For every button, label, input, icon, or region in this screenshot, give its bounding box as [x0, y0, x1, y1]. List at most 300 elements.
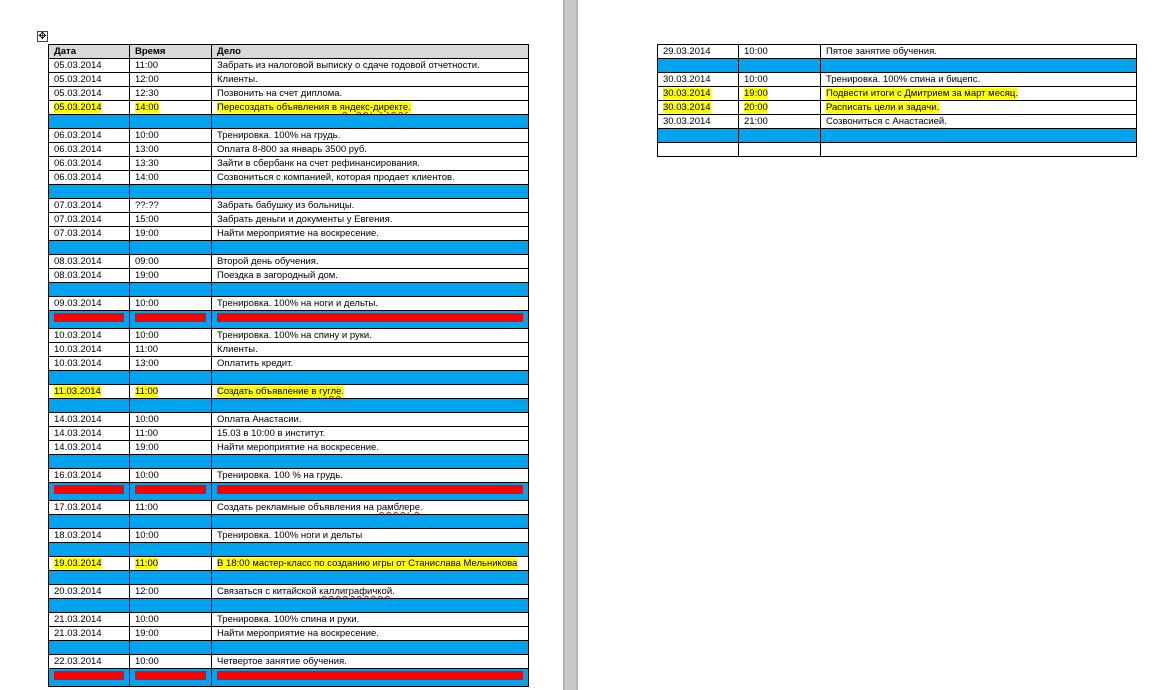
- time-text: 11:00: [135, 502, 159, 513]
- date-cell[interactable]: [49, 199, 130, 213]
- time-text: 10:00: [135, 330, 159, 341]
- task-text: Тренировка. 100% на грудь.: [217, 130, 341, 141]
- time-text: 10:00: [135, 470, 159, 481]
- time-cell[interactable]: [130, 585, 212, 599]
- time-text: 10:00: [744, 46, 768, 57]
- separator-cell[interactable]: [130, 455, 212, 469]
- red-bar: [135, 485, 206, 494]
- task-text: Пересоздать объявления в: [217, 102, 340, 113]
- task-text: Создать объявление в: [217, 386, 320, 397]
- header-time: Время: [130, 45, 212, 59]
- task-cell[interactable]: [212, 297, 529, 311]
- separator-cell[interactable]: [212, 515, 529, 529]
- time-cell[interactable]: [130, 529, 212, 543]
- separator-cell[interactable]: [130, 399, 212, 413]
- time-cell[interactable]: [739, 87, 821, 101]
- time-text: 13:00: [135, 144, 159, 155]
- date-cell[interactable]: [49, 357, 130, 371]
- task-cell[interactable]: [821, 101, 1137, 115]
- red-bar: [54, 671, 124, 680]
- red-marker-cell[interactable]: [212, 483, 529, 501]
- red-marker-row: [49, 311, 529, 329]
- time-cell[interactable]: [130, 501, 212, 515]
- schedule-table-left: [48, 44, 529, 687]
- time-cell[interactable]: [130, 59, 212, 73]
- time-cell[interactable]: [130, 101, 212, 115]
- table-row: [49, 427, 529, 441]
- time-cell[interactable]: [130, 343, 212, 357]
- task-text: Позвонить на счет диплома.: [217, 88, 343, 99]
- task-text: Зайти в сбербанк на счет рефинансирования.: [217, 158, 420, 169]
- task-text: Четвертое занятие обучения.: [217, 656, 347, 667]
- task-cell[interactable]: [212, 227, 529, 241]
- task-text: Тренировка. 100% на спину и руки.: [217, 330, 372, 341]
- date-cell[interactable]: [658, 87, 739, 101]
- time-text: 12:00: [135, 586, 159, 597]
- time-cell[interactable]: [130, 255, 212, 269]
- date-cell[interactable]: [49, 385, 130, 399]
- task-text: Созвониться с Анастасией.: [826, 116, 947, 127]
- table-row: [49, 269, 529, 283]
- time-text: 20:00: [744, 102, 768, 113]
- separator-cell[interactable]: [130, 241, 212, 255]
- red-marker-cell[interactable]: [130, 669, 212, 687]
- date-text: 06.03.2014: [54, 172, 102, 183]
- task-cell[interactable]: [212, 129, 529, 143]
- separator-cell[interactable]: [49, 185, 130, 199]
- task-text: Пятое занятие обучения.: [826, 46, 937, 57]
- separator-row: [49, 283, 529, 297]
- date-text: 10.03.2014: [54, 358, 102, 369]
- date-text: 11.03.2014: [54, 386, 101, 397]
- date-text: 08.03.2014: [54, 270, 102, 281]
- task-cell[interactable]: [212, 255, 529, 269]
- task-text: Создать рекламные объявления на: [217, 502, 377, 513]
- table-row: [49, 101, 529, 115]
- task-text: Тренировка. 100% ноги и дельты: [217, 530, 363, 541]
- separator-row: [49, 241, 529, 255]
- time-text: 19:00: [135, 442, 159, 453]
- separator-cell[interactable]: [49, 283, 130, 297]
- date-text: 05.03.2014: [54, 74, 102, 85]
- date-cell[interactable]: [49, 427, 130, 441]
- date-cell[interactable]: [658, 115, 739, 129]
- time-text: 12:30: [135, 88, 159, 99]
- task-text: 15.03 в 10:00 в институт.: [217, 428, 326, 439]
- time-cell[interactable]: [130, 213, 212, 227]
- date-cell[interactable]: [658, 45, 739, 59]
- red-marker-cell[interactable]: [49, 483, 130, 501]
- date-text: 07.03.2014: [54, 214, 102, 225]
- task-cell[interactable]: [821, 73, 1137, 87]
- date-cell[interactable]: [49, 157, 130, 171]
- table-row: [658, 101, 1137, 115]
- task-cell[interactable]: [212, 101, 529, 115]
- table-row: [49, 73, 529, 87]
- date-text: 14.03.2014: [54, 414, 102, 425]
- red-marker-cell[interactable]: [130, 311, 212, 329]
- date-cell[interactable]: [49, 655, 130, 669]
- date-text: 09.03.2014: [54, 298, 102, 309]
- task-cell[interactable]: [212, 87, 529, 101]
- task-text: Клиенты.: [217, 74, 258, 85]
- time-cell[interactable]: [130, 143, 212, 157]
- time-text: 13:30: [135, 158, 159, 169]
- separator-row: [658, 59, 1137, 73]
- time-cell[interactable]: [130, 329, 212, 343]
- task-cell[interactable]: [212, 171, 529, 185]
- date-cell[interactable]: [49, 441, 130, 455]
- table-move-handle-icon[interactable]: ✥: [38, 31, 47, 42]
- time-text: 13:00: [135, 358, 159, 369]
- time-cell[interactable]: [130, 199, 212, 213]
- separator-cell[interactable]: [49, 515, 130, 529]
- table-row: [49, 469, 529, 483]
- time-text: 10:00: [135, 614, 159, 625]
- date-text: 05.03.2014: [54, 102, 102, 113]
- task-text-tail: .: [408, 102, 411, 113]
- time-text: ??:??: [135, 200, 159, 211]
- table-row: [49, 329, 529, 343]
- time-text: 14:00: [135, 102, 159, 113]
- document-page-right: [578, 0, 1163, 690]
- time-text: 10:00: [135, 298, 159, 309]
- date-text: 30.03.2014: [663, 102, 711, 113]
- red-marker-row: [49, 669, 529, 687]
- date-cell[interactable]: [49, 627, 130, 641]
- red-bar: [217, 313, 523, 322]
- time-cell[interactable]: [130, 385, 212, 399]
- time-text: 11:00: [135, 60, 159, 71]
- separator-cell[interactable]: [212, 641, 529, 655]
- time-cell[interactable]: [739, 45, 821, 59]
- date-text: 07.03.2014: [54, 200, 102, 211]
- separator-cell[interactable]: [130, 283, 212, 297]
- task-cell[interactable]: [212, 613, 529, 627]
- task-text-tail: .: [392, 586, 395, 597]
- separator-cell[interactable]: [49, 599, 130, 613]
- time-text: 12:00: [135, 74, 159, 85]
- table-row: [658, 45, 1137, 59]
- time-text: 10:00: [744, 74, 768, 85]
- separator-cell[interactable]: [130, 543, 212, 557]
- separator-cell[interactable]: [130, 115, 212, 129]
- date-text: 20.03.2014: [54, 586, 102, 597]
- task-text: Оплатить кредит.: [217, 358, 294, 369]
- time-cell[interactable]: [739, 143, 821, 157]
- table-row: [49, 59, 529, 73]
- date-cell[interactable]: [658, 73, 739, 87]
- task-text: Созвониться с компанией, которая продает клиентов.: [217, 172, 455, 183]
- task-cell[interactable]: [212, 59, 529, 73]
- separator-cell[interactable]: [212, 399, 529, 413]
- table-row: [49, 157, 529, 171]
- date-cell[interactable]: [49, 585, 130, 599]
- table-row: [49, 627, 529, 641]
- red-bar: [217, 671, 523, 680]
- table-row: [49, 199, 529, 213]
- date-text: 30.03.2014: [663, 74, 711, 85]
- separator-cell[interactable]: [212, 283, 529, 297]
- time-cell[interactable]: [130, 357, 212, 371]
- date-cell[interactable]: [658, 101, 739, 115]
- time-text: 15:00: [135, 214, 159, 225]
- task-cell[interactable]: [212, 427, 529, 441]
- task-text: Тренировка. 100% спина и бицепс.: [826, 74, 981, 85]
- separator-cell[interactable]: [130, 571, 212, 585]
- task-cell[interactable]: [212, 357, 529, 371]
- task-cell[interactable]: [821, 115, 1137, 129]
- separator-cell[interactable]: [130, 185, 212, 199]
- time-text: 19:00: [744, 88, 768, 99]
- task-text: Забрать из налоговой выписку о сдаче годовой отчетности.: [217, 60, 480, 71]
- date-cell[interactable]: [49, 143, 130, 157]
- date-text: 06.03.2014: [54, 144, 102, 155]
- separator-cell[interactable]: [212, 371, 529, 385]
- date-cell[interactable]: [49, 343, 130, 357]
- separator-cell[interactable]: [658, 59, 739, 73]
- separator-cell[interactable]: [658, 129, 739, 143]
- time-text: 19:00: [135, 270, 159, 281]
- time-cell[interactable]: [130, 557, 212, 571]
- date-text: 14.03.2014: [54, 428, 102, 439]
- time-cell[interactable]: [130, 627, 212, 641]
- red-bar: [54, 485, 124, 494]
- task-cell[interactable]: [212, 199, 529, 213]
- table-header-row: [49, 45, 529, 59]
- date-text: 16.03.2014: [54, 470, 102, 481]
- date-text: 21.03.2014: [54, 614, 102, 625]
- date-text: 08.03.2014: [54, 256, 102, 267]
- date-text: 06.03.2014: [54, 130, 102, 141]
- time-cell[interactable]: [130, 469, 212, 483]
- task-cell[interactable]: [212, 655, 529, 669]
- separator-cell[interactable]: [130, 641, 212, 655]
- date-text: 10.03.2014: [54, 344, 102, 355]
- separator-row: [49, 641, 529, 655]
- separator-cell[interactable]: [49, 371, 130, 385]
- time-cell[interactable]: [130, 171, 212, 185]
- separator-cell[interactable]: [212, 455, 529, 469]
- table-row: [49, 501, 529, 515]
- time-text: 10:00: [135, 130, 159, 141]
- time-cell[interactable]: [130, 73, 212, 87]
- date-cell[interactable]: [49, 613, 130, 627]
- date-cell[interactable]: [658, 143, 739, 157]
- separator-row: [49, 543, 529, 557]
- date-cell[interactable]: [49, 501, 130, 515]
- task-cell[interactable]: [821, 87, 1137, 101]
- separator-cell[interactable]: [49, 399, 130, 413]
- separator-row: [49, 185, 529, 199]
- document-page-left: [0, 0, 563, 690]
- task-cell[interactable]: [212, 73, 529, 87]
- time-cell[interactable]: [130, 655, 212, 669]
- task-text: Забрать деньги и документы у Евгения.: [217, 214, 393, 225]
- date-cell[interactable]: [49, 213, 130, 227]
- date-cell[interactable]: [49, 469, 130, 483]
- date-text: 05.03.2014: [54, 60, 102, 71]
- task-text: Оплата Анастасии.: [217, 414, 302, 425]
- separator-cell[interactable]: [130, 515, 212, 529]
- date-text: 22.03.2014: [54, 656, 102, 667]
- task-cell[interactable]: [212, 469, 529, 483]
- task-cell[interactable]: [212, 557, 529, 571]
- time-cell[interactable]: [130, 427, 212, 441]
- table-row: [49, 129, 529, 143]
- separator-cell[interactable]: [130, 371, 212, 385]
- time-cell[interactable]: [130, 157, 212, 171]
- date-cell[interactable]: [49, 413, 130, 427]
- date-cell[interactable]: [49, 101, 130, 115]
- separator-row: [49, 115, 529, 129]
- task-text: Оплата 8-800 за январь 3500 руб.: [217, 144, 367, 155]
- time-cell[interactable]: [130, 413, 212, 427]
- date-cell[interactable]: [49, 73, 130, 87]
- separator-cell[interactable]: [212, 571, 529, 585]
- separator-cell[interactable]: [49, 455, 130, 469]
- task-text: Поездка в загородный дом.: [217, 270, 338, 281]
- time-cell[interactable]: [739, 73, 821, 87]
- table-row: [49, 441, 529, 455]
- time-cell[interactable]: [130, 297, 212, 311]
- red-marker-cell[interactable]: [49, 311, 130, 329]
- task-text: Второй день обучения.: [217, 256, 319, 267]
- task-cell[interactable]: [212, 585, 529, 599]
- table-row: [49, 343, 529, 357]
- time-text: 10:00: [135, 414, 159, 425]
- time-text: 11:00: [135, 344, 159, 355]
- date-cell[interactable]: [49, 87, 130, 101]
- separator-row: [49, 455, 529, 469]
- date-cell[interactable]: [49, 557, 130, 571]
- separator-cell[interactable]: [49, 571, 130, 585]
- separator-cell[interactable]: [821, 59, 1137, 73]
- task-text: Подвести итоги с Дмитрием за март месяц.: [826, 88, 1018, 99]
- task-cell[interactable]: [212, 501, 529, 515]
- separator-cell[interactable]: [212, 241, 529, 255]
- separator-row: [49, 371, 529, 385]
- separator-cell[interactable]: [212, 115, 529, 129]
- time-text: 14:00: [135, 172, 159, 183]
- task-spellcheck-word: каллиграфичкой: [319, 586, 393, 597]
- separator-cell[interactable]: [49, 543, 130, 557]
- time-cell[interactable]: [739, 101, 821, 115]
- time-cell[interactable]: [130, 227, 212, 241]
- time-text: 10:00: [135, 656, 159, 667]
- task-cell[interactable]: [212, 329, 529, 343]
- table-row: [658, 73, 1137, 87]
- separator-cell[interactable]: [739, 129, 821, 143]
- date-cell[interactable]: [49, 59, 130, 73]
- red-marker-row: [49, 483, 529, 501]
- date-cell[interactable]: [49, 129, 130, 143]
- time-text: 10:00: [135, 530, 159, 541]
- table-row: [49, 297, 529, 311]
- task-cell[interactable]: [212, 441, 529, 455]
- time-text: 19:00: [135, 228, 159, 239]
- task-cell[interactable]: [212, 385, 529, 399]
- separator-cell[interactable]: [49, 641, 130, 655]
- date-text: 17.03.2014: [54, 502, 102, 513]
- date-cell[interactable]: [49, 227, 130, 241]
- schedule-table-right: [657, 44, 1137, 157]
- table-row: [49, 529, 529, 543]
- table-row: [49, 171, 529, 185]
- task-text: Найти мероприятие на воскресение.: [217, 628, 379, 639]
- separator-cell[interactable]: [49, 241, 130, 255]
- red-bar: [135, 313, 206, 322]
- date-cell[interactable]: [49, 269, 130, 283]
- date-text: 21.03.2014: [54, 628, 102, 639]
- separator-cell[interactable]: [130, 599, 212, 613]
- header-date: Дата: [49, 45, 130, 59]
- time-cell[interactable]: [130, 129, 212, 143]
- separator-cell[interactable]: [49, 115, 130, 129]
- table-row: [49, 227, 529, 241]
- red-bar: [54, 313, 124, 322]
- task-text-tail: .: [420, 502, 423, 513]
- table-row: [49, 655, 529, 669]
- task-cell[interactable]: [821, 143, 1137, 157]
- task-cell[interactable]: [212, 269, 529, 283]
- task-spellcheck-word: гугле: [319, 386, 342, 397]
- red-marker-cell[interactable]: [212, 311, 529, 329]
- task-cell[interactable]: [212, 413, 529, 427]
- red-marker-cell[interactable]: [49, 669, 130, 687]
- separator-row: [49, 571, 529, 585]
- time-cell[interactable]: [739, 115, 821, 129]
- table-row: [49, 143, 529, 157]
- separator-cell[interactable]: [212, 543, 529, 557]
- task-cell[interactable]: [212, 529, 529, 543]
- date-text: 18.03.2014: [54, 530, 102, 541]
- separator-cell[interactable]: [212, 185, 529, 199]
- date-cell[interactable]: [49, 529, 130, 543]
- red-marker-cell[interactable]: [130, 483, 212, 501]
- date-cell[interactable]: [49, 329, 130, 343]
- task-text: Забрать бабушку из больницы.: [217, 200, 355, 211]
- task-spellcheck-word: рамблере: [376, 502, 420, 513]
- table-row: [49, 213, 529, 227]
- task-cell[interactable]: [212, 143, 529, 157]
- date-text: 29.03.2014: [663, 46, 711, 57]
- task-text: Тренировка. 100% на ноги и дельты.: [217, 298, 379, 309]
- separator-row: [49, 515, 529, 529]
- task-cell[interactable]: [212, 343, 529, 357]
- separator-cell[interactable]: [739, 59, 821, 73]
- separator-cell[interactable]: [821, 129, 1137, 143]
- task-cell[interactable]: [212, 627, 529, 641]
- task-cell[interactable]: [212, 213, 529, 227]
- table-row: [49, 585, 529, 599]
- date-cell[interactable]: [49, 171, 130, 185]
- task-cell[interactable]: [212, 157, 529, 171]
- separator-row: [658, 129, 1137, 143]
- time-cell[interactable]: [130, 269, 212, 283]
- date-cell[interactable]: [49, 255, 130, 269]
- red-marker-cell[interactable]: [212, 669, 529, 687]
- task-cell[interactable]: [821, 45, 1137, 59]
- time-text: 11:00: [135, 558, 159, 569]
- table-row: [49, 413, 529, 427]
- time-cell[interactable]: [130, 441, 212, 455]
- time-cell[interactable]: [130, 613, 212, 627]
- time-cell[interactable]: [130, 87, 212, 101]
- date-cell[interactable]: [49, 297, 130, 311]
- separator-cell[interactable]: [212, 599, 529, 613]
- page-gutter: [563, 0, 578, 690]
